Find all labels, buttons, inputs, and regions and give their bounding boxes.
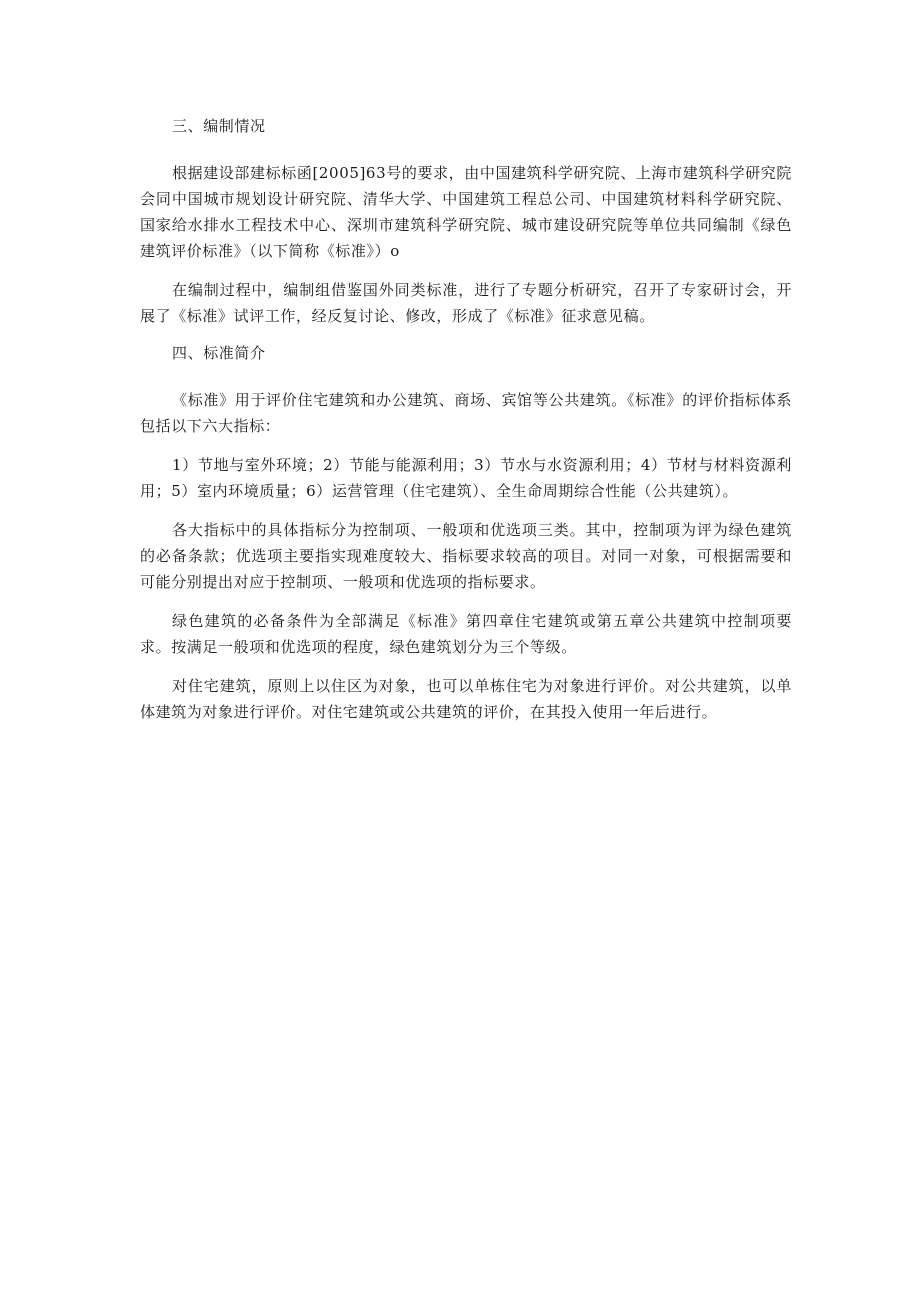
paragraph: 1）节地与室外环境；2）节能与能源利用；3）节水与水资源利用；4）节材与材料资源利用；5）室内环境质量；6）运营管理（住宅建筑）、全生命周期综合性能（公共建筑）。 [140, 456, 792, 500]
paragraph: 对住宅建筑，原则上以住区为对象，也可以单栋住宅为对象进行评价。对公共建筑，以单体建筑为对象进行评价。对住宅建筑或公共建筑的评价，在其投入使用一年后进行。 [140, 677, 792, 721]
paragraph: 绿色建筑的必备条件为全部满足《标准》第四章住宅建筑或第五章公共建筑中控制项要求。按满足一般项和优选项的程度，绿色建筑划分为三个等级。 [140, 612, 792, 656]
section-heading: 四、标准简介 [172, 344, 266, 362]
section-standard-intro [140, 340, 792, 725]
document-page [140, 113, 792, 738]
paragraph: 《标准》用于评价住宅建筑和办公建筑、商场、宾馆等公共建筑。《标准》的评价指标体系包括以下六大指标： [140, 391, 792, 435]
section-compilation [140, 113, 792, 329]
paragraph: 各大指标中的具体指标分为控制项、一般项和优选项三类。其中，控制项为评为绿色建筑的必备条款；优选项主要指实现难度较大、指标要求较高的项目。对同一对象，可根据需要和可能分别提出对应于控制项、一般项和优选项的指标要求。 [140, 521, 792, 591]
paragraph: 在编制过程中，编制组借鉴国外同类标准，进行了专题分析研究，召开了专家研讨会，开展了《标准》试评工作，经反复讨论、修改，形成了《标准》征求意见稿。 [140, 281, 792, 325]
section-heading: 三、编制情况 [172, 117, 266, 135]
paragraph: 根据建设部建标标函[2005]63号的要求，由中国建筑科学研究院、上海市建筑科学研究院会同中国城市规划设计研究院、清华大学、中国建筑工程总公司、中国建筑材料科学研究院、国家给水排水工程技术中心、深圳市建筑科学研究院、城市建设研究院等单位共同编制《绿色建筑评价标准》（以下简称《标准》）o [140, 164, 792, 260]
